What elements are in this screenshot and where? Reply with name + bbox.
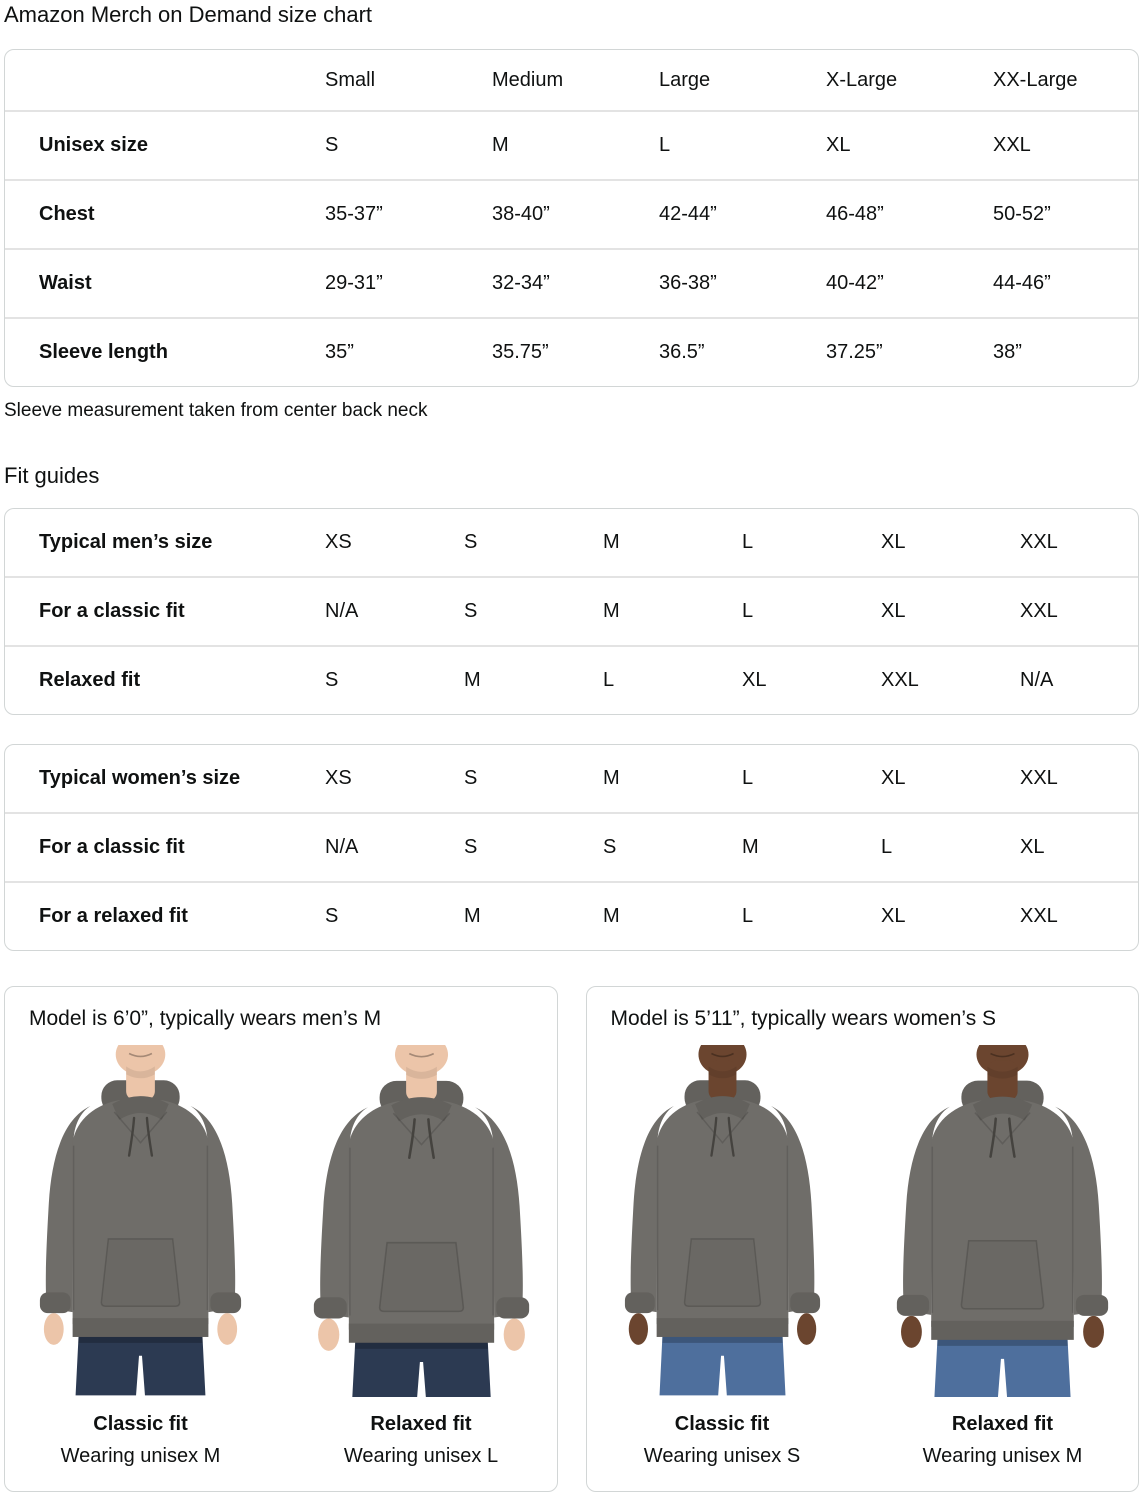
size-cell: N/A xyxy=(325,812,464,881)
fit-guide-women-table xyxy=(4,744,1139,951)
model-fit-panels xyxy=(4,986,1139,1492)
size-cell: XL xyxy=(1020,812,1138,881)
size-chart-header-row xyxy=(5,50,1138,110)
size-cell: 29-31” xyxy=(325,248,492,317)
size-cell: 37.25” xyxy=(826,317,993,386)
size-cell: 36.5” xyxy=(659,317,826,386)
size-cell: M xyxy=(464,645,603,714)
size-cell: L xyxy=(742,531,754,554)
hoodie-model-illustration xyxy=(891,1045,1114,1397)
col-header-medium: Medium xyxy=(492,68,564,91)
hoodie-model-illustration xyxy=(29,1045,252,1397)
table-row-chest xyxy=(5,179,1138,248)
row-label: Sleeve length xyxy=(5,317,325,386)
size-cell: S xyxy=(464,767,478,790)
table-row-unisex-size xyxy=(5,110,1138,179)
model-photo-men-classic xyxy=(29,1045,252,1467)
table-row-typical-mens-size xyxy=(5,509,1138,576)
size-cell: XXL xyxy=(1020,881,1138,950)
page-title: Amazon Merch on Demand size chart xyxy=(4,2,373,27)
wearing-caption: Wearing unisex M xyxy=(60,1445,221,1468)
table-row-women-classic-fit xyxy=(5,812,1138,881)
table-row-men-relaxed-fit xyxy=(5,645,1138,714)
photo-caption xyxy=(891,1413,1114,1467)
size-cell: M xyxy=(603,531,620,554)
size-cell: XL xyxy=(742,645,881,714)
table-row-sleeve-length xyxy=(5,317,1138,386)
size-cell: 44-46” xyxy=(993,248,1138,317)
size-cell: S xyxy=(464,531,478,554)
table-row-waist xyxy=(5,248,1138,317)
size-cell: 50-52” xyxy=(993,179,1138,248)
wearing-caption: Wearing unisex M xyxy=(922,1445,1083,1468)
panel-heading: Model is 5’11”, typically wears women’s S xyxy=(610,1007,997,1031)
model-photo-women-classic xyxy=(611,1045,834,1467)
size-cell: M xyxy=(603,767,620,790)
fit-guides-heading: Fit guides xyxy=(4,463,100,489)
size-cell: S xyxy=(603,812,742,881)
hoodie-model-illustration xyxy=(611,1045,834,1397)
fit-caption: Relaxed fit xyxy=(370,1413,472,1436)
row-label: Typical women’s size xyxy=(39,767,241,790)
photo-caption xyxy=(29,1413,252,1467)
row-label: Unisex size xyxy=(5,110,325,179)
size-chart-table xyxy=(4,49,1139,387)
size-cell: XXL xyxy=(1020,767,1058,790)
col-header-large: Large xyxy=(659,68,711,91)
size-cell: XXL xyxy=(1020,531,1058,554)
model-photo-men-relaxed xyxy=(310,1045,533,1467)
men-fit-panel xyxy=(4,986,558,1492)
size-cell: XL xyxy=(881,767,906,790)
row-label: For a relaxed fit xyxy=(5,881,325,950)
size-cell: XS xyxy=(325,767,352,790)
size-cell: L xyxy=(603,645,742,714)
size-cell: XXL xyxy=(881,645,1020,714)
fit-caption: Relaxed fit xyxy=(951,1413,1054,1436)
size-cell: 35.75” xyxy=(492,317,659,386)
row-label: Relaxed fit xyxy=(5,645,325,714)
size-cell: S xyxy=(325,881,464,950)
size-cell: L xyxy=(742,767,754,790)
table-row-women-relaxed-fit xyxy=(5,881,1138,950)
fit-caption: Classic fit xyxy=(93,1413,188,1436)
photo-caption xyxy=(310,1413,533,1467)
size-cell: XXL xyxy=(1020,576,1138,645)
size-cell: XL xyxy=(881,576,1020,645)
wearing-caption: Wearing unisex S xyxy=(643,1445,801,1468)
size-cell: M xyxy=(603,576,742,645)
size-cell: L xyxy=(659,110,826,179)
row-label: For a classic fit xyxy=(5,576,325,645)
size-cell: 38-40” xyxy=(492,179,659,248)
size-cell: S xyxy=(325,645,464,714)
size-cell: XS xyxy=(325,531,352,554)
size-cell: XL xyxy=(881,881,1020,950)
fit-guide-men-table xyxy=(4,508,1139,715)
panel-heading: Model is 6’0”, typically wears men’s M xyxy=(29,1007,382,1031)
size-cell: 35-37” xyxy=(325,179,492,248)
size-cell: S xyxy=(464,812,603,881)
size-cell: 36-38” xyxy=(659,248,826,317)
size-cell: 38” xyxy=(993,317,1138,386)
hoodie-model-illustration xyxy=(310,1045,533,1397)
size-cell: 46-48” xyxy=(826,179,993,248)
table-row-typical-womens-size xyxy=(5,745,1138,812)
size-cell: L xyxy=(742,881,881,950)
row-label: Typical men’s size xyxy=(39,531,213,554)
size-cell: M xyxy=(742,812,881,881)
size-cell: M xyxy=(492,110,659,179)
col-header-small: Small xyxy=(325,68,376,91)
women-photos-row xyxy=(611,1045,1115,1467)
women-fit-panel xyxy=(586,986,1140,1492)
size-cell: M xyxy=(603,881,742,950)
model-photo-women-relaxed xyxy=(891,1045,1114,1467)
size-cell: XXL xyxy=(993,110,1138,179)
size-cell: 42-44” xyxy=(659,179,826,248)
table-row-men-classic-fit xyxy=(5,576,1138,645)
photo-caption xyxy=(611,1413,834,1467)
size-cell: L xyxy=(881,812,1020,881)
size-cell: N/A xyxy=(325,576,464,645)
col-header-xxlarge: XX-Large xyxy=(993,68,1078,91)
size-cell: XL xyxy=(881,531,906,554)
wearing-caption: Wearing unisex L xyxy=(343,1445,499,1468)
size-cell: M xyxy=(464,881,603,950)
size-cell: 35” xyxy=(325,317,492,386)
row-label: Chest xyxy=(5,179,325,248)
size-cell: 32-34” xyxy=(492,248,659,317)
size-cell: N/A xyxy=(1020,645,1138,714)
size-cell: 40-42” xyxy=(826,248,993,317)
size-cell: XL xyxy=(826,110,993,179)
size-cell: S xyxy=(464,576,603,645)
size-cell: S xyxy=(325,110,492,179)
fit-caption: Classic fit xyxy=(674,1413,770,1436)
row-label: Waist xyxy=(5,248,325,317)
men-photos-row xyxy=(29,1045,533,1467)
col-header-blank xyxy=(5,50,325,110)
row-label: For a classic fit xyxy=(5,812,325,881)
col-header-xlarge: X-Large xyxy=(826,68,898,91)
size-cell: L xyxy=(742,576,881,645)
sleeve-measurement-note: Sleeve measurement taken from center back neck xyxy=(4,400,428,422)
